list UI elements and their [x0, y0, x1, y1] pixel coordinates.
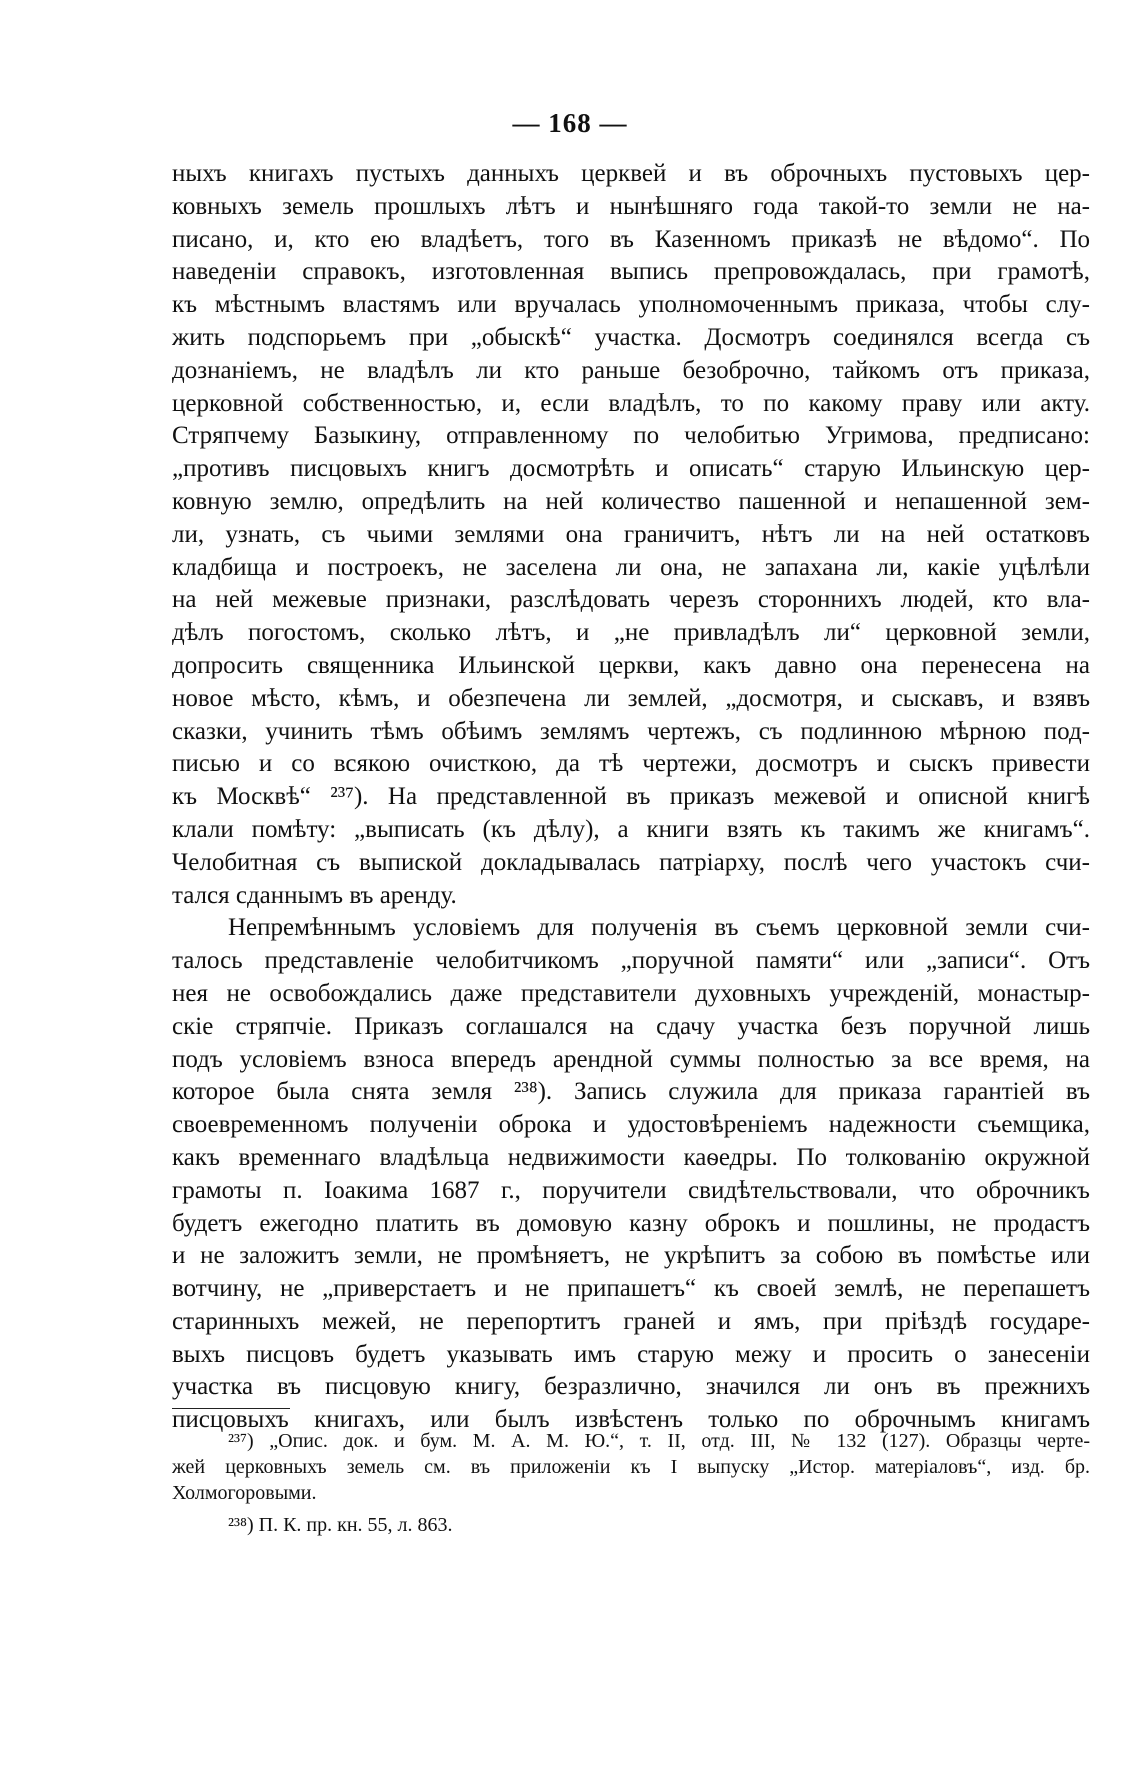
text-line: сказки, учинить тѣмъ обѣимъ землямъ чертежъ, съ подлинною мѣрною под- — [172, 717, 1090, 745]
text-line: писано, и, кто ею владѣетъ, того въ Казенномъ приказѣ не вѣдомо“. По — [172, 225, 1090, 253]
text-line: будетъ ежегодно платить въ домовую казну оброкъ и пошлины, не продастъ — [172, 1209, 1090, 1237]
text-line: на ней межевые признаки, разслѣдовать черезъ стороннихъ людей, кто вла- — [172, 586, 1090, 614]
text-line: къ мѣстнымъ властямъ или вручалась уполномоченнымъ приказа, чтобы слу- — [172, 291, 1090, 319]
text-line: ковныхъ земель прошлыхъ лѣтъ и нынѣшняго года такой-то земли не на- — [172, 192, 1090, 220]
text-line: ковную землю, опредѣлить на ней количество пашенной и непашенной зем- — [172, 487, 1090, 515]
footnote-line: ²³⁸) П. К. пр. кн. 55, л. 863. — [228, 1514, 453, 1536]
text-line: нея не освобождались даже представители духовныхъ учрежденій, монастыр- — [172, 979, 1090, 1007]
page-number: — 168 — — [512, 108, 628, 138]
text-line: допросить священника Ильинской церкви, какъ давно она перенесена на — [172, 651, 1090, 679]
text-line: выхъ писцовъ будетъ указывать имъ старую межу и просить о занесеніи — [172, 1340, 1090, 1368]
body-text — [172, 158, 1090, 1437]
text-line: Непремѣннымъ условіемъ для полученія въ съемъ церковной земли счи- — [228, 914, 1090, 942]
text-line: клали помѣту: „выписать (къ дѣлу), а книги взять къ такимъ же книгамъ“. — [172, 815, 1090, 843]
text-line: тался сданнымъ въ аренду. — [172, 881, 457, 909]
text-line: Челобитная съ выпиской докладывалась патріарху, послѣ чего участокъ счи- — [172, 848, 1090, 876]
text-line: „противъ писцовыхъ книгъ досмотрѣть и описать“ старую Ильинскую цер- — [172, 455, 1090, 483]
text-line: участка въ писцовую книгу, безразлично, значился ли онъ въ прежнихъ — [172, 1373, 1090, 1401]
text-line: новое мѣсто, кѣмъ, и обезпечена ли землей, „досмотря, и сыскавъ, и взявъ — [172, 684, 1090, 712]
text-line: ли, узнать, съ чьими землями она граничитъ, нѣтъ ли на ней остатковъ — [172, 520, 1090, 548]
text-line: талось представленіе челобитчикомъ „поручной памяти“ или „записи“. Отъ — [172, 947, 1090, 975]
text-line: которое была снята земля ²³⁸). Запись служила для приказа гарантіей въ — [172, 1078, 1090, 1106]
text-line: наведеніи справокъ, изготовленная выпись препровождалась, при грамотѣ, — [172, 258, 1090, 286]
footnotes — [172, 1428, 1090, 1538]
text-line: своевременномъ полученіи оброка и удостовѣреніемъ надежности съемщика, — [172, 1111, 1090, 1139]
text-line: старинныхъ межей, не перепортитъ граней и ямъ, при пріѣздѣ государе- — [172, 1307, 1090, 1335]
text-line: писцовыхъ книгахъ, или былъ извѣстенъ только по оброчнымъ книгамъ — [172, 1406, 1090, 1434]
footnote-line: ²³⁷) „Опис. док. и бум. М. А. М. Ю.“, т. II, отд. III, № 132 (127). Образцы черте- — [228, 1430, 1090, 1452]
text-line: скіе стряпчіе. Приказъ соглашался на сдачу участка безъ поручной лишь — [172, 1012, 1090, 1040]
text-line: подъ условіемъ взноса впередъ арендной суммы полностью за все время, на — [172, 1045, 1090, 1073]
text-line: и не заложитъ земли, не промѣняетъ, не укрѣпитъ за собою въ помѣстье или — [172, 1242, 1090, 1270]
text-line: вотчину, не „приверстаетъ и не припашетъ“ къ своей землѣ, не перепашетъ — [172, 1275, 1090, 1303]
text-line: какъ временнаго владѣльца недвижимости каѳедры. По толкованію окружной — [172, 1143, 1090, 1171]
footnote-line: жей церковныхъ земель см. въ приложеніи къ I выпуску „Истор. матеріаловъ“, изд. бр. — [172, 1456, 1090, 1478]
text-line: Стряпчему Базыкину, отправленному по челобитью Угримова, предписано: — [172, 422, 1090, 450]
text-line: жить подспорьемъ при „обыскѣ“ участка. Досмотръ соединялся всегда съ — [172, 323, 1090, 351]
footnote-divider — [172, 1408, 290, 1409]
text-line: ныхъ книгахъ пустыхъ данныхъ церквей и въ оброчныхъ пустовыхъ цер- — [172, 160, 1090, 187]
text-line: къ Москвѣ“ ²³⁷). На представленной въ приказъ межевой и описной книгѣ — [172, 783, 1090, 811]
footnote-line: Холмогоровыми. — [172, 1482, 317, 1504]
text-line: кладбища и построекъ, не заселена ли она, не запахана ли, какіе уцѣлѣли — [172, 553, 1090, 581]
text-line: грамоты п. Іоакима 1687 г., поручители свидѣтельствовали, что оброчникъ — [172, 1176, 1090, 1204]
text-line: дѣлъ погостомъ, сколько лѣтъ, и „не привладѣлъ ли“ церковной земли, — [172, 619, 1090, 647]
text-line: писью и со всякою очисткою, да тѣ чертежи, досмотръ и сыскъ привести — [172, 750, 1090, 778]
text-line: дознаніемъ, не владѣлъ ли кто раньше безоброчно, тайкомъ отъ приказа, — [172, 356, 1090, 384]
text-line: церковной собственностью, и, если владѣлъ, то по какому праву или акту. — [172, 389, 1090, 417]
